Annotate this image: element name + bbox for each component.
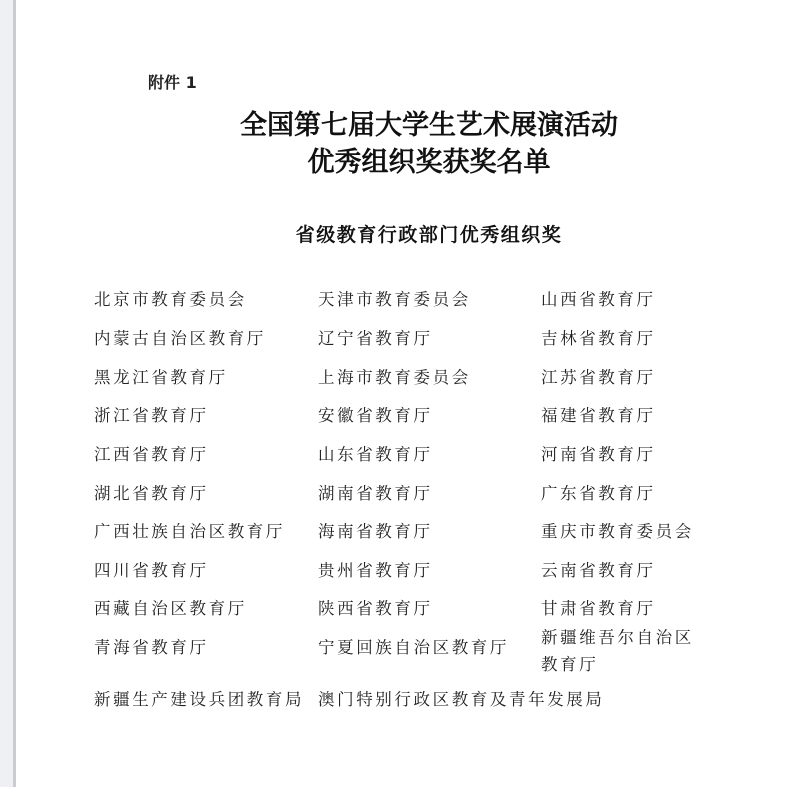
awardee-item: 江西省教育厅 [94,445,209,464]
document-page [16,0,792,787]
awardee-item: 广西壮族自治区教育厅 [94,522,285,541]
awardee-item: 湖北省教育厅 [94,484,209,503]
awardee-item: 辽宁省教育厅 [318,329,433,348]
awardee-item: 北京市教育委员会 [94,290,247,309]
awardee-item: 内蒙古自治区教育厅 [94,329,266,348]
awardee-item: 江苏省教育厅 [541,368,656,387]
awardee-item: 青海省教育厅 [94,638,209,657]
awardee-item: 湖南省教育厅 [318,484,433,503]
viewer-left-gutter [0,0,16,787]
attachment-label: 附件 1 [148,73,197,92]
awardee-item: 贵州省教育厅 [318,561,433,580]
document-title-line2: 优秀组织奖获奖名单 [307,147,551,178]
awardee-item: 新疆维吾尔自治区 [541,628,694,647]
awardee-item: 安徽省教育厅 [318,406,433,425]
awardee-item: 澳门特别行政区教育及青年发展局 [318,690,605,709]
awardee-item: 上海市教育委员会 [318,368,471,387]
section-heading: 省级教育行政部门优秀组织奖 [295,224,563,246]
awardee-item: 西藏自治区教育厅 [94,599,247,618]
awardee-item: 新疆生产建设兵团教育局 [94,690,305,709]
awardee-item: 吉林省教育厅 [541,329,656,348]
awardee-item: 云南省教育厅 [541,561,656,580]
awardee-item: 陕西省教育厅 [318,599,433,618]
awardee-item: 甘肃省教育厅 [541,599,656,618]
awardee-item: 山东省教育厅 [318,445,433,464]
awardee-item: 河南省教育厅 [541,445,656,464]
awardee-item: 福建省教育厅 [541,406,656,425]
awardee-item: 四川省教育厅 [94,561,209,580]
awardee-item: 重庆市教育委员会 [541,522,694,541]
document-title-line1: 全国第七届大学生艺术展演活动 [240,110,618,141]
awardee-item: 宁夏回族自治区教育厅 [318,638,509,657]
awardee-item: 黑龙江省教育厅 [94,368,228,387]
awardee-item: 天津市教育委员会 [318,290,471,309]
awardee-item-continuation: 教育厅 [541,655,599,674]
awardee-item: 海南省教育厅 [318,522,433,541]
awardee-item: 山西省教育厅 [541,290,656,309]
awardee-item: 浙江省教育厅 [94,406,209,425]
awardee-item: 广东省教育厅 [541,484,656,503]
